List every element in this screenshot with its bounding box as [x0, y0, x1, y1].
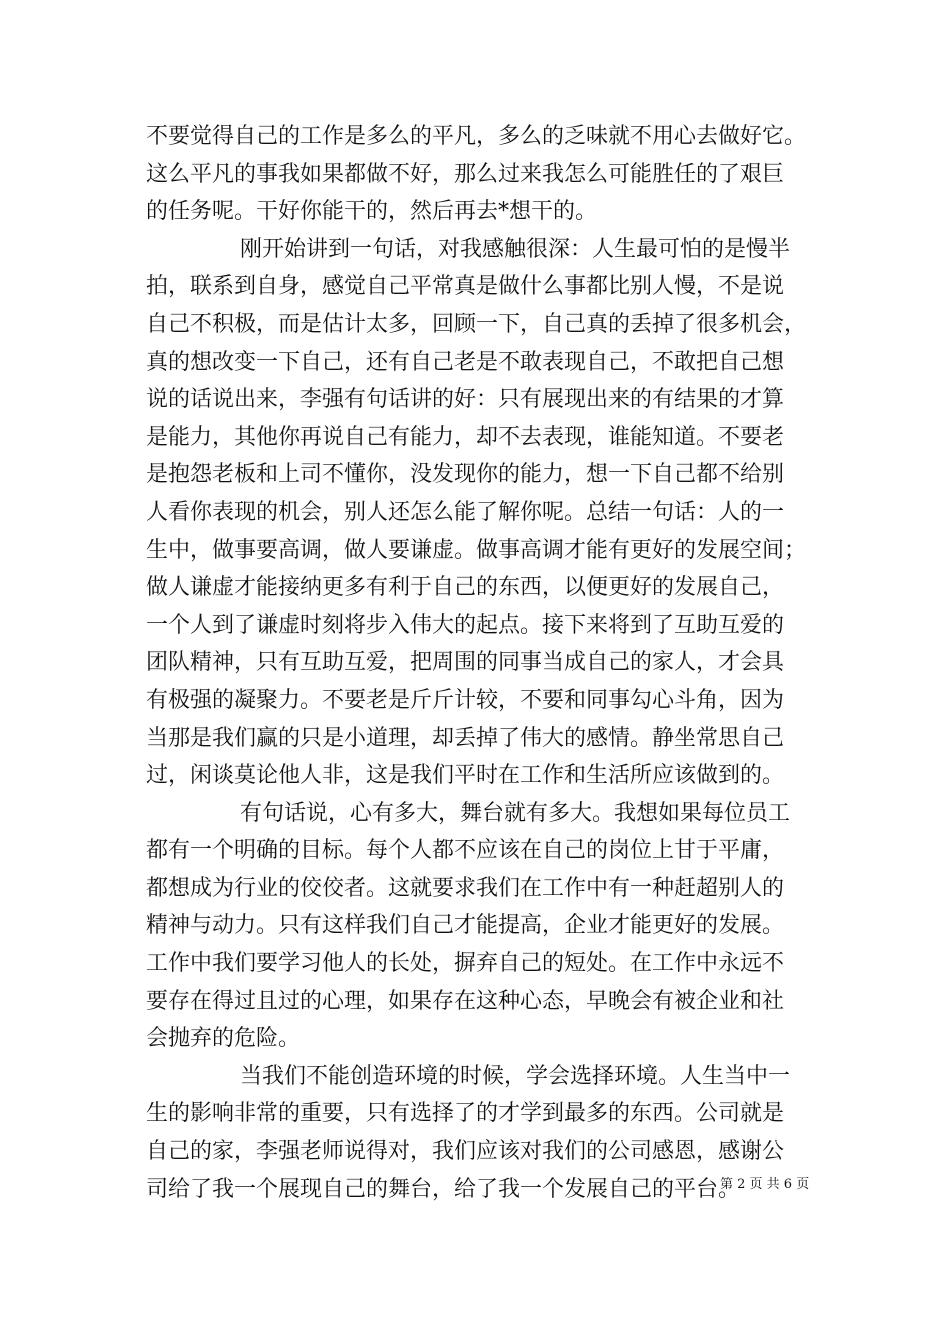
page-number: 第 2 页 共 6 页 — [720, 1177, 810, 1192]
text-line: 有极强的凝聚力。不要老是斤斤计较，不要和同事勾心斗角，因为 — [146, 687, 785, 713]
text-line: 精神与动力。只有这样我们自己才能提高，企业才能更好的发展。 — [146, 913, 785, 939]
text-line: 过，闲谈莫论他人非，这是我们平时在工作和生活所应该做到的。 — [146, 763, 785, 789]
text-line: 人看你表现的机会，别人还怎么能了解你呢。总结一句话：人的一 — [146, 499, 785, 525]
document-body — [146, 118, 808, 1208]
text-line: 这么平凡的事我如果都做不好，那么过来我怎么可能胜任的了艰巨 — [146, 161, 785, 187]
text-line: 当我们不能创造环境的时候，学会选择环境。人生当中一 — [240, 1063, 791, 1089]
text-line: 团队精神，只有互助互爱，把周围的同事当成自己的家人，才会具 — [146, 650, 785, 676]
text-line: 生的影响非常的重要，只有选择了的才学到最多的东西。公司就是 — [146, 1101, 785, 1127]
text-line: 都想成为行业的佼佼者。这就要求我们在工作中有一种赶超别人的 — [146, 875, 785, 901]
text-line: 自己的家，李强老师说得对，我们应该对我们的公司感恩，感谢公 — [146, 1139, 785, 1165]
text-line: 一个人到了谦虚时刻将步入伟大的起点。接下来将到了互助互爱的 — [146, 612, 785, 638]
text-line: 是抱怨老板和上司不懂你，没发现你的能力，想一下自己都不给别 — [146, 462, 785, 488]
text-line: 工作中我们要学习他人的长处，摒弃自己的短处。在工作中永远不 — [146, 951, 785, 977]
text-line: 当那是我们赢的只是小道理，却丢掉了伟大的感情。静坐常思自己 — [146, 725, 785, 751]
text-line: 生中，做事要高调，做人要谦虚。做事高调才能有更好的发展空间； — [146, 537, 807, 563]
text-line: 是能力，其他你再说自己有能力，却不去表现，谁能知道。不要老 — [146, 424, 785, 450]
text-line: 说的话说出来，李强有句话讲的好：只有展现出来的有结果的才算 — [146, 387, 785, 413]
text-line: 刚开始讲到一句话，对我感触很深：人生最可怕的是慢半 — [240, 236, 791, 262]
text-line: 做人谦虚才能接纳更多有利于自己的东西，以便更好的发展自己， — [146, 575, 785, 601]
text-line: 都有一个明确的目标。每个人都不应该在自己的岗位上甘于平庸， — [146, 838, 785, 864]
text-line: 真的想改变一下自己，还有自己老是不敢表现自己，不敢把自己想 — [146, 349, 785, 375]
text-line: 不要觉得自己的工作是多么的平凡，多么的乏味就不用心去做好它。 — [146, 124, 807, 149]
text-line: 有句话说，心有多大，舞台就有多大。我想如果每位员工 — [240, 800, 791, 826]
text-line: 拍，联系到自身，感觉自己平常真是做什么事都比别人慢，不是说 — [146, 274, 785, 300]
text-line: 司给了我一个展现自己的舞台，给了我一个发展自己的平台。 — [146, 1176, 741, 1202]
text-line: 要存在得过且过的心理，如果存在这种心态，早晚会有被企业和社 — [146, 988, 785, 1014]
text-line: 自己不积极，而是估计太多，回顾一下，自己真的丢掉了很多机会， — [146, 311, 807, 337]
text-line: 的任务呢。干好你能干的，然后再去*想干的。 — [146, 199, 598, 225]
text-line: 会抛弃的危险。 — [146, 1026, 301, 1052]
